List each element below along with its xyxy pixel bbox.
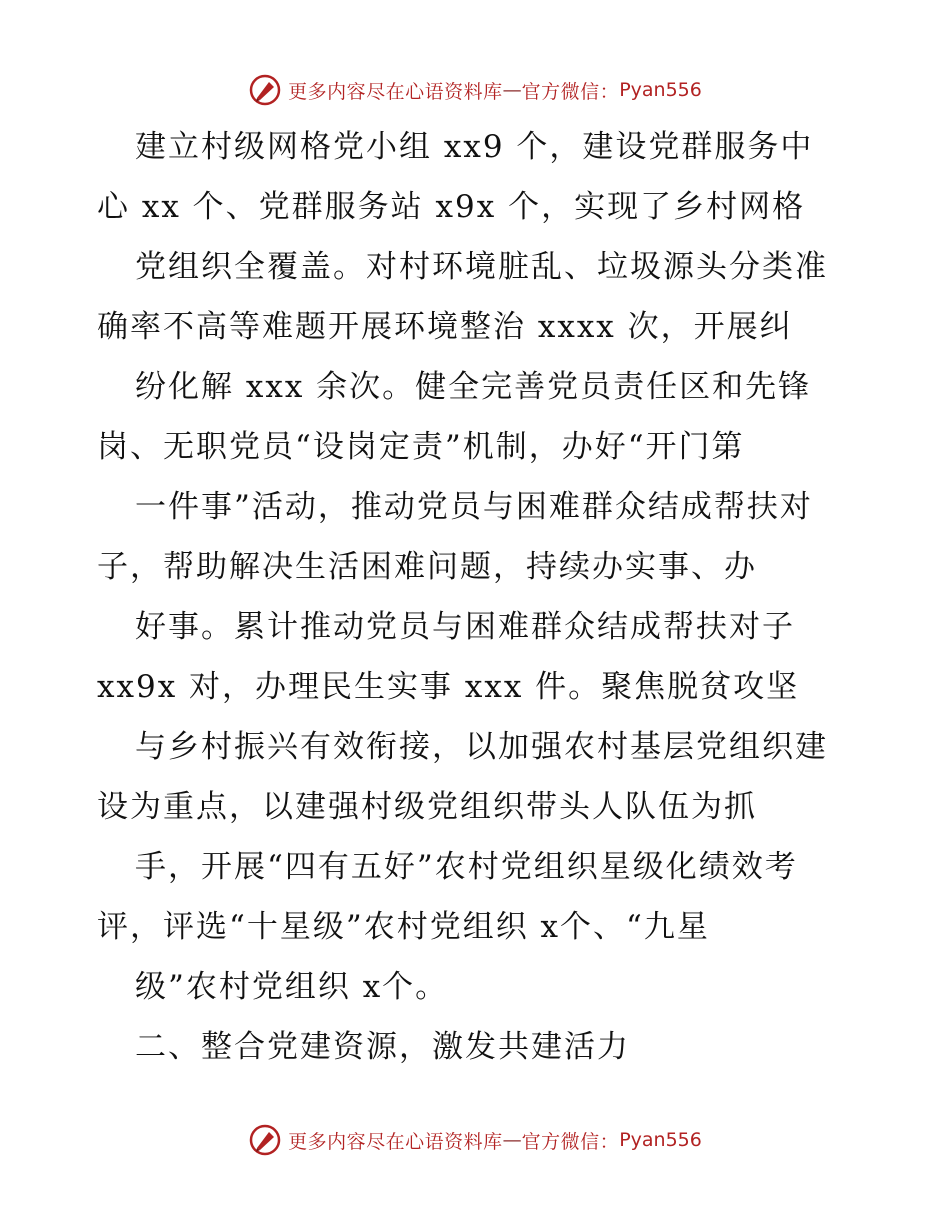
body-line: 子，帮助解决生活困难问题，持续办实事、办 [97,549,757,585]
watermark-contact-text: 官方微信： [521,80,620,103]
header-watermark [0,70,950,110]
body-line: 党组织全覆盖。对村环境脏乱、垃圾源头分类准 [135,249,828,285]
body-line: 纷化解 xxx 余次。健全完善党员责任区和先锋 [135,369,812,405]
body-line: 好事。累计推动党员与困难群众结成帮扶对子 [135,609,795,645]
watermark-separator: — [502,1129,522,1151]
body-line: 级”农村党组织 x个。 [135,969,449,1005]
body-line: 确率不高等难题开展环境整治 xxxx 次，开展纠 [97,309,793,345]
watermark-account: Pyan556 [619,1129,702,1151]
body-line: 岗、无职党员“设岗定责”机制，办好“开门第 [97,429,745,465]
watermark-brand-text: 更多内容尽在心语资料库 [288,1130,503,1153]
watermark-separator: — [502,79,522,101]
body-line: 手，开展“四有五好”农村党组织星级化绩效考 [135,849,798,885]
body-line: xx9x 对，办理民生实事 xxx 件。聚焦脱贫攻坚 [97,669,800,705]
section-heading: 二、整合党建资源，激发共建活力 [135,1029,630,1065]
body-line: 与乡村振兴有效衔接，以加强农村基层党组织建 [135,729,828,765]
footer-watermark [0,1120,950,1160]
body-line: 心 xx 个、党群服务站 x9x 个，实现了乡村网格 [97,189,806,225]
watermark-contact-text: 官方微信： [521,1130,620,1153]
pen-nib-seal-icon [248,1123,282,1157]
body-line: 设为重点，以建强村级党组织带头人队伍为抓 [97,789,757,825]
body-line: 评，评选“十星级”农村党组织 x个、“九星 [97,909,710,945]
watermark-account: Pyan556 [619,79,702,101]
body-line: 一件事”活动，推动党员与困难群众结成帮扶对 [135,489,813,525]
body-line: 建立村级网格党小组 xx9 个，建设党群服务中 [135,129,814,165]
pen-nib-seal-icon [248,73,282,107]
watermark-brand-text: 更多内容尽在心语资料库 [288,80,503,103]
